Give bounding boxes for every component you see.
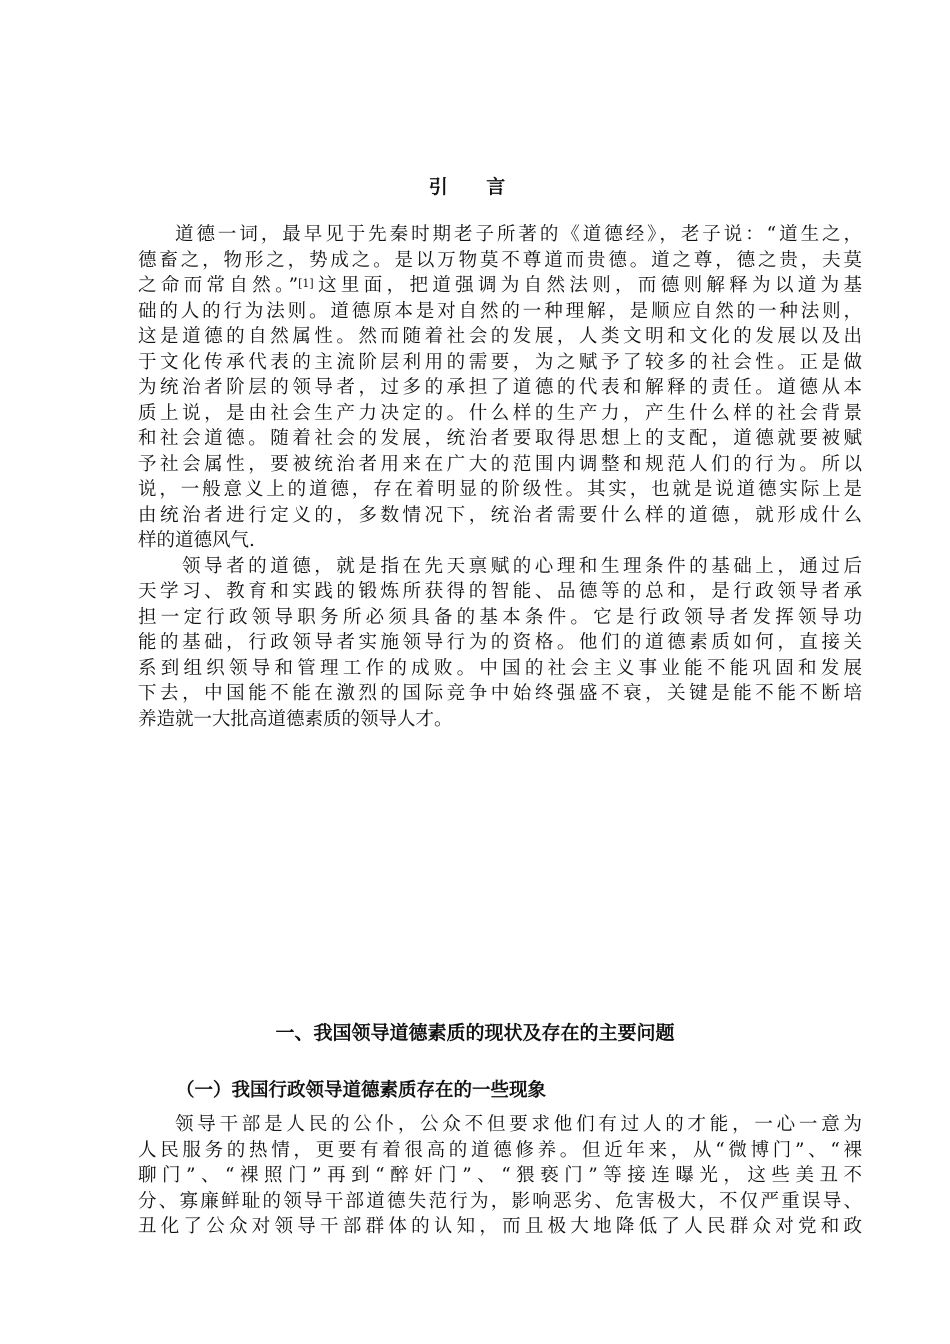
text-line: 丑化了公众对领导干部群体的认知，而且极大地降低了人民群众对党和政 (138, 1216, 862, 1237)
chapter1-paragraph-1 (138, 1112, 862, 1240)
text-line: 这是道德的自然属性。然而随着社会的发展，人类文明和文化的发展以及出 (138, 326, 862, 347)
text-line: 由统治者进行定义的，多数情况下，统治者需要什么样的道德，就形成什么 (138, 504, 862, 526)
footnote-reference: [1] (298, 277, 314, 290)
text-line: 于文化传承代表的主流阶层利用的需要，为之赋予了较多的社会性。正是做 (138, 351, 862, 373)
text-line: 质上说，是由社会生产力决定的。什么样的生产力，产生什么样的社会背景 (138, 402, 862, 424)
text-fragment: 之命而常自然。” (138, 275, 299, 296)
text-fragment: 这里面，把道强调为自然法则，而德则解释为以道为基 (313, 275, 862, 296)
text-line: 和社会道德。随着社会的发展，统治者要取得思想上的支配，道德就要被赋 (138, 428, 862, 449)
text-line: 养造就一大批高道德素质的领导人才。 (138, 708, 453, 730)
text-line: 分、寡廉鲜耻的领导干部道德失范行为，影响恶劣、危害极大，不仅严重误导、 (138, 1190, 862, 1212)
chapter-heading: 一、我国领导道德素质的现状及存在的主要问题 (275, 1022, 675, 1044)
text-line: 天学习、教育和实践的锻炼所获得的智能、品德等的总和，是行政领导者承 (138, 581, 862, 602)
text-line: 领导干部是人民的公仆，公众不但要求他们有过人的才能，一心一意为 (175, 1114, 862, 1135)
text-line: 担一定行政领导职务所必须具备的基本条件。它是行政领导者发挥领导功 (138, 606, 862, 628)
text-line: 说，一般意义上的道德，存在着明显的阶级性。其实，也就是说道德实际上是 (138, 479, 862, 500)
text-line (138, 273, 862, 299)
text-line: 样的道德风气. (138, 530, 255, 551)
text-line: 人民服务的热情，更要有着很高的道德修养。但近年来，从“微博门”、“裸 (138, 1139, 862, 1161)
intro-heading: 引 言 (428, 176, 522, 198)
text-line: 为统治者阶层的领导者，过多的承担了道德的代表和解释的责任。道德从本 (138, 377, 862, 398)
text-line: 下去，中国能不能在激烈的国际竞争中始终强盛不衰，关键是能不能不断培 (138, 683, 862, 704)
text-line: 础的人的行为法则。道德原本是对自然的一种理解，是顺应自然的一种法则， (138, 300, 862, 322)
text-line: 领导者的道德，就是指在先天禀赋的心理和生理条件的基础上，通过后 (182, 555, 862, 577)
section-heading: （一）我国行政领导道德素质存在的一些现象 (176, 1080, 547, 1101)
intro-paragraph-1 (138, 222, 862, 732)
text-line: 德畜之，物形之，势成之。是以万物莫不尊道而贵德。道之尊，德之贵，夫莫 (138, 249, 862, 271)
text-line: 予社会属性，要被统治者用来在广大的范围内调整和规范人们的行为。所以 (138, 453, 862, 475)
text-line: 道德一词，最早见于先秦时期老子所著的《道德经》，老子说：“道生之， (175, 224, 862, 245)
text-line: 系到组织领导和管理工作的成败。中国的社会主义事业能不能巩固和发展 (138, 657, 862, 679)
text-line: 能的基础，行政领导者实施领导行为的资格。他们的道德素质如何，直接关 (138, 632, 862, 653)
text-line: 聊门”、“裸照门”再到“醉奸门”、“猥亵门”等接连曝光，这些美丑不 (138, 1165, 862, 1186)
